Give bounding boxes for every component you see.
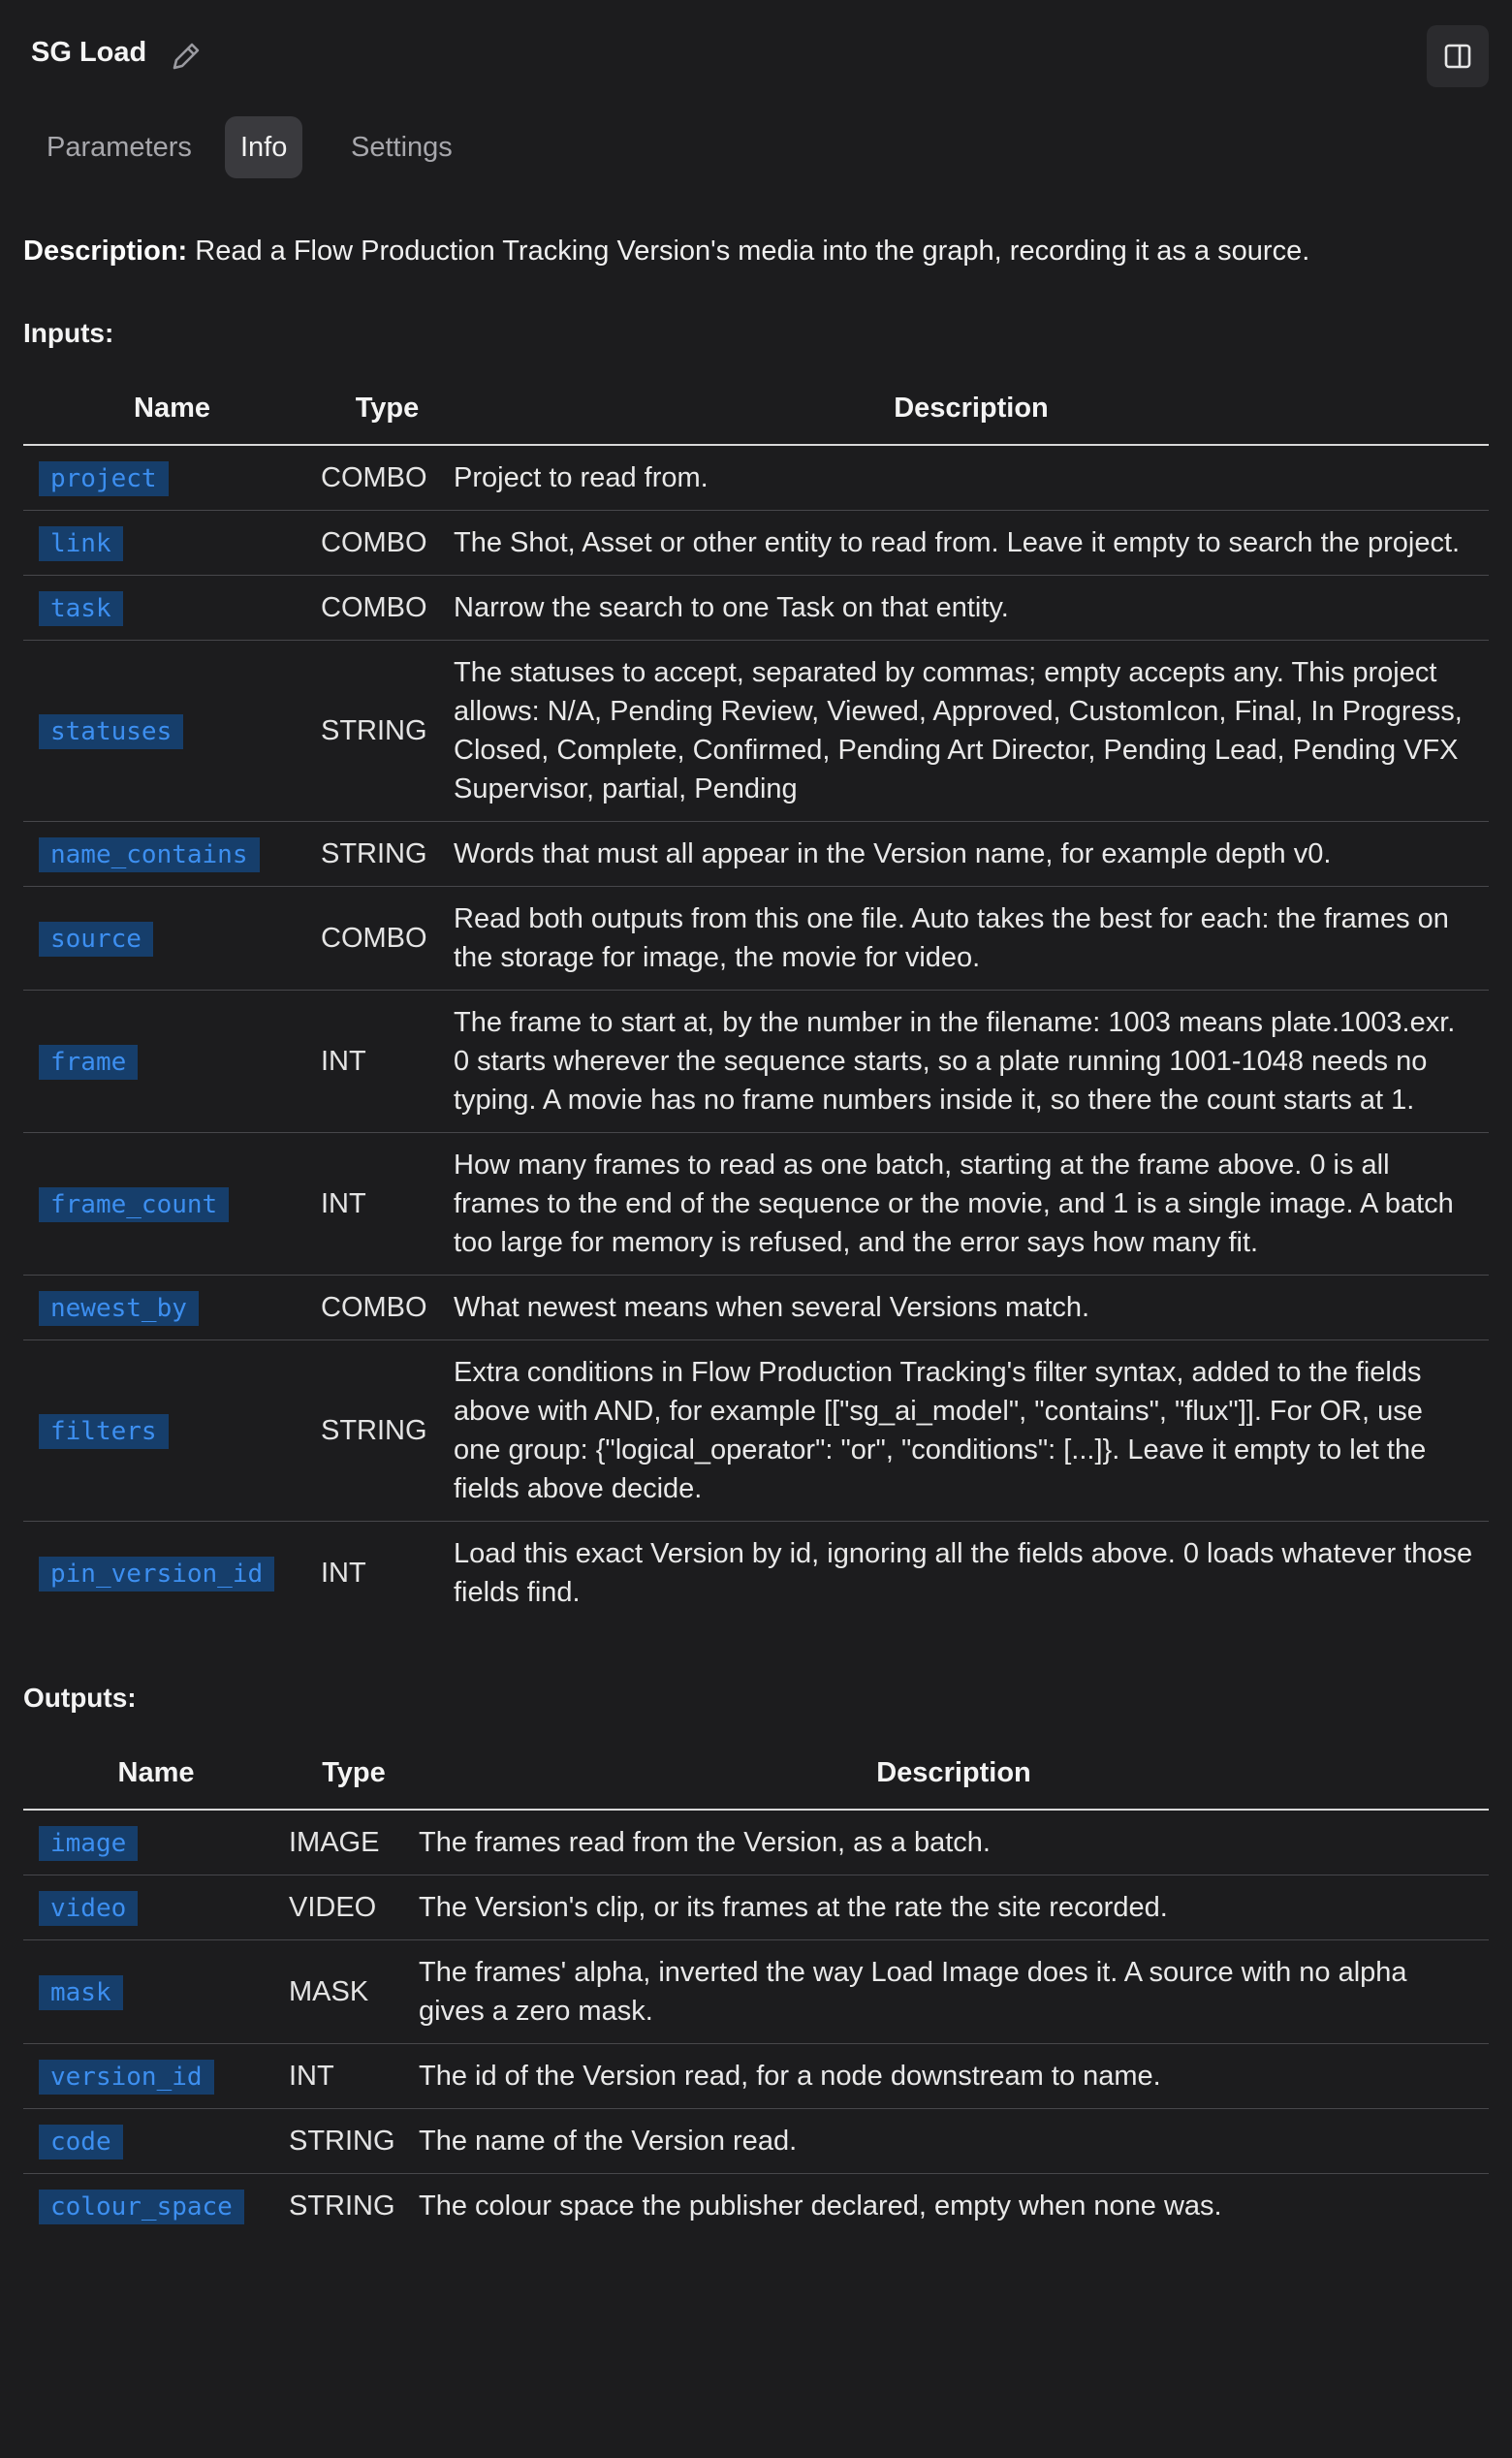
param-name-code: name_contains [39,837,260,872]
param-type-cell: COMBO [321,576,454,641]
param-description-cell: Words that must all appear in the Version name, for example depth v0. [454,822,1489,887]
param-name-cell [23,1133,321,1276]
input-row [23,511,1489,576]
tab-bar [23,116,1489,190]
tab-info[interactable]: Info [225,116,302,178]
input-row [23,822,1489,887]
param-type-cell: COMBO [321,1276,454,1340]
param-name-code: task [39,591,123,626]
param-name-cell [23,1522,321,1625]
param-name-cell [23,576,321,641]
param-name-cell [23,1940,289,2044]
input-row [23,1276,1489,1340]
input-row [23,641,1489,822]
param-name-code: image [39,1826,138,1861]
param-name-code: colour_space [39,2190,244,2224]
node-title: SG Load [31,37,147,68]
param-type-cell: STRING [321,641,454,822]
param-name-cell [23,2109,289,2174]
param-name-cell [23,2174,289,2239]
param-type-cell: INT [289,2044,419,2109]
param-name-cell [23,1276,321,1340]
param-description-cell: The name of the Version read. [419,2109,1489,2174]
param-type-cell: COMBO [321,511,454,576]
param-description-cell: Read both outputs from this one file. Auto takes the best for each: the frames on the storage for image, the movie for video. [454,887,1489,991]
column-header-type: Type [321,372,454,445]
param-description-cell: The colour space the publisher declared, empty when none was. [419,2190,1222,2222]
param-name-cell [23,822,321,887]
description-label: Description: [23,236,188,267]
param-description-cell: The id of the Version read, for a node downstream to name. [419,2044,1489,2109]
param-name-code: video [39,1891,138,1926]
param-description-cell: The Version's clip, or its frames at the rate the site recorded. [419,1875,1489,1940]
param-name-cell [23,1875,289,1940]
param-name-code: mask [39,1975,123,2010]
param-name-cell [23,991,321,1133]
param-description-cell: The frame to start at, by the number in the filename: 1003 means plate.1003.exr. 0 starts wherever the sequence starts, so a plate running 1001-1048 needs no typing. A movie has no frame numbers inside it, so there the count starts at 1. [454,991,1489,1133]
param-type-cell: MASK [289,1940,419,2044]
outputs-header-row [23,1737,1489,1810]
input-row [23,1340,1489,1522]
input-row [23,576,1489,641]
param-name-code: project [39,461,169,496]
param-name-cell [23,2044,289,2109]
param-name-code: filters [39,1414,169,1449]
input-row [23,887,1489,991]
param-type-cell: STRING [289,2190,395,2222]
param-type-cell: COMBO [321,887,454,991]
param-name-code: statuses [39,714,183,749]
param-type-cell: STRING [321,1340,454,1522]
param-name-code: version_id [39,2060,214,2095]
param-description-cell: How many frames to read as one batch, starting at the frame above. 0 is all frames to the end of the sequence or the movie, and 1 is a single image. A batch too large for memory is refused, and the error says how many fit. [454,1133,1489,1276]
param-name-cell [23,1340,321,1522]
column-header-name: Name [23,372,321,445]
param-name-cell [23,1810,289,1875]
param-description-cell: The statuses to accept, separated by commas; empty accepts any. This project allows: N/A, Pending Review, Viewed, Approved, CustomIcon, Final, In Progress, Closed, Complete, Confirmed, Pending Art Director, Pending Lead, Pending VFX Supervisor, partial, Pending [454,641,1489,822]
param-type-cell: STRING [321,822,454,887]
inputs-heading: Inputs: [23,318,114,348]
column-header-description: Description [454,372,1489,445]
output-row [23,1875,1489,1940]
param-type-cell: INT [321,1558,366,1589]
param-type-cell: INT [321,1133,454,1276]
param-description-cell: Narrow the search to one Task on that entity. [454,576,1489,641]
param-description-cell: Load this exact Version by id, ignoring all the fields above. 0 loads whatever those fields find. [454,1538,1473,1608]
output-row [23,1810,1489,1875]
node-description [23,233,1489,269]
param-name-code: code [39,2125,123,2159]
output-row [23,2174,1489,2239]
param-description-cell: The frames read from the Version, as a batch. [419,1810,1489,1875]
input-row [23,445,1489,511]
param-description-cell: Extra conditions in Flow Production Tracking's filter syntax, added to the fields above with AND, for example [["sg_ai_model", "contains", "flux"]]. For OR, use one group: {"logical_operator": "or", "conditions": [...]}. Leave it empty to let the fields above decide. [454,1340,1489,1522]
column-header-description: Description [419,1737,1489,1810]
param-name-cell [23,641,321,822]
input-row [23,1133,1489,1276]
param-description-cell: Project to read from. [454,445,1489,511]
tab-parameters[interactable]: Parameters [47,132,192,163]
inputs-table [23,372,1489,1624]
param-name-code: frame [39,1045,138,1080]
param-type-cell: IMAGE [289,1810,419,1875]
tab-settings[interactable]: Settings [351,132,453,163]
param-name-code: source [39,922,153,957]
input-row [23,991,1489,1133]
param-type-cell: STRING [289,2109,419,2174]
param-name-cell [23,445,321,511]
outputs-heading: Outputs: [23,1683,137,1713]
param-description-cell: What newest means when several Versions match. [454,1276,1489,1340]
param-type-cell: COMBO [321,445,454,511]
column-header-name: Name [23,1737,289,1810]
inputs-table-body [23,445,1489,1624]
param-name-code: frame_count [39,1187,229,1222]
inputs-header-row [23,372,1489,445]
sidebar-panel-icon [1443,42,1472,71]
param-name-cell [23,511,321,576]
param-name-cell [23,887,321,991]
input-row [23,1522,1489,1625]
param-name-code: link [39,526,123,561]
pencil-icon[interactable] [167,37,205,76]
toggle-panel-button[interactable] [1427,25,1489,87]
param-description-cell: The frames' alpha, inverted the way Load Image does it. A source with no alpha gives a zero mask. [419,1940,1489,2044]
param-type-cell: VIDEO [289,1875,419,1940]
outputs-table-body [23,1810,1489,2238]
param-type-cell: INT [321,991,454,1133]
description-text: Read a Flow Production Tracking Version's media into the graph, recording it as a source. [187,236,1310,267]
output-row [23,1940,1489,2044]
outputs-table [23,1737,1489,2238]
panel-header [23,0,1489,116]
output-row [23,2109,1489,2174]
param-description-cell: The Shot, Asset or other entity to read from. Leave it empty to search the project. [454,511,1489,576]
param-name-code: newest_by [39,1291,199,1326]
output-row [23,2044,1489,2109]
column-header-type: Type [289,1737,419,1810]
param-name-code: pin_version_id [39,1557,274,1591]
